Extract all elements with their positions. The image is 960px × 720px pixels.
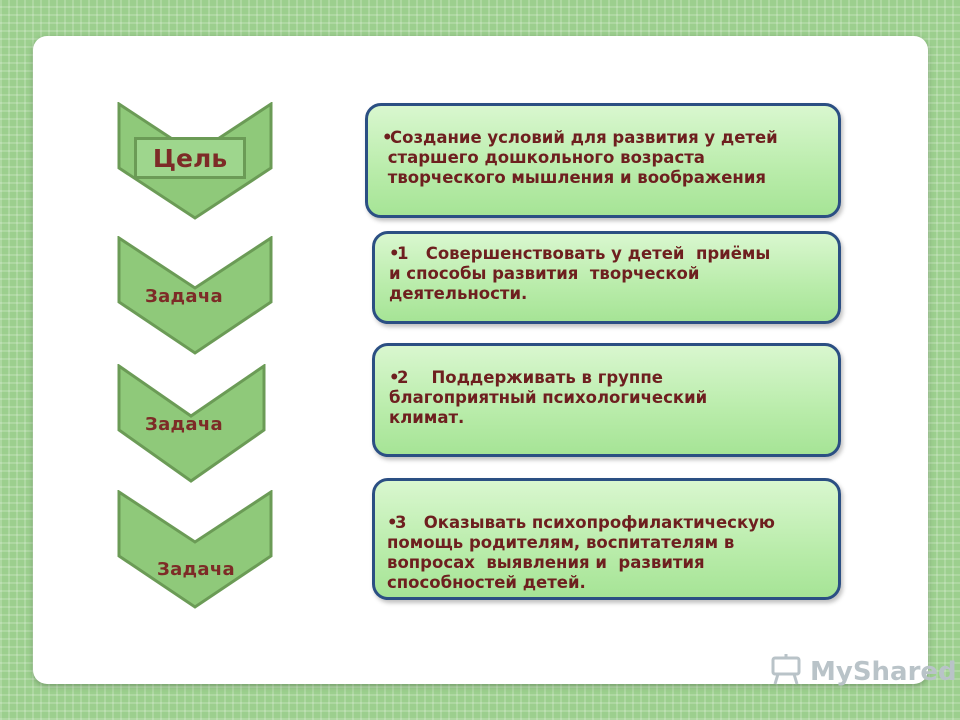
- goal-text: Создание условий для развития у детей старшего дошкольного возраста творческого мышления и воображения: [387, 128, 778, 187]
- goal-label: Цель: [134, 137, 246, 179]
- bullet: •: [387, 513, 398, 532]
- projector-icon: [770, 652, 804, 693]
- goal-card: [365, 103, 841, 218]
- bullet: •: [389, 244, 400, 263]
- task-text-3: 3 Оказывать психопрофилактическую помощь родителям, воспитателям в вопросах выявления и развития способностей детей.: [387, 513, 775, 592]
- task-label-1: Задача: [145, 286, 223, 307]
- logo-text: MyShared: [810, 657, 957, 687]
- task-text-1: 1 Совершенствовать у детей приёмы и способы развития творческой деятельности.: [389, 244, 771, 303]
- task-card-3: [372, 478, 841, 600]
- task-card-1: [372, 231, 841, 324]
- logo: [770, 652, 957, 692]
- task-text-2: 2 Поддерживать в группе благоприятный психологический климат.: [389, 368, 708, 427]
- bullet: •: [389, 368, 400, 387]
- task-label-2: Задача: [145, 414, 223, 435]
- bullet: •: [382, 128, 393, 147]
- task-label-3: Задача: [157, 559, 235, 580]
- task-chevron-3: [117, 490, 274, 611]
- task-card-2: [372, 343, 841, 457]
